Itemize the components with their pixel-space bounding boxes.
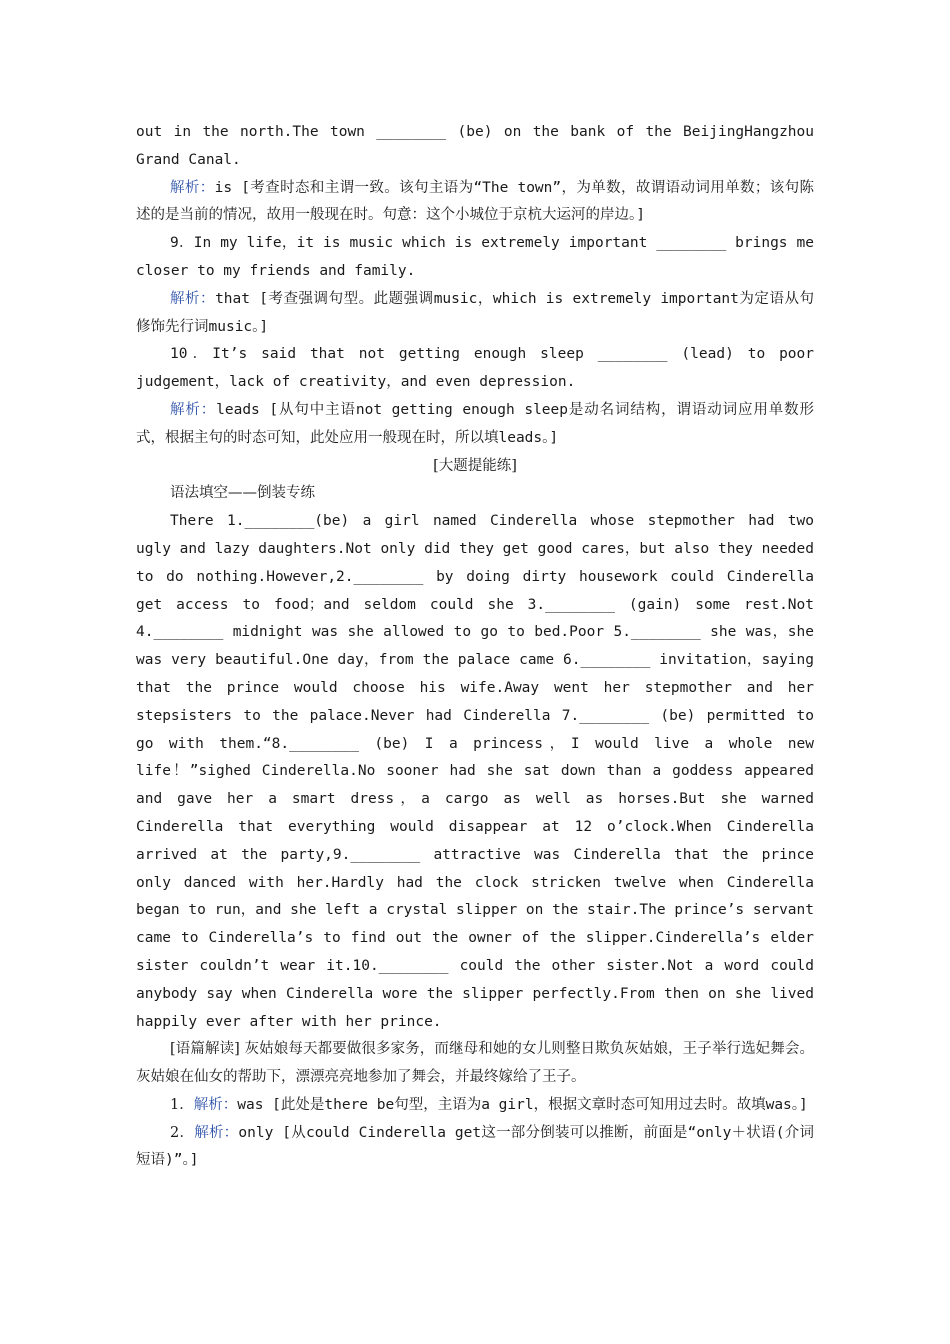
answer-label: 解析： [170, 401, 217, 418]
cloze-answer-1: 1．解析：was [此处是there be句型，主语为a girl，根据文章时态可知用过去时。故填was。] [170, 1096, 808, 1113]
exercise-9: 9．In my life，it is music which is extremely important ________ brings me closer to my friends and family. [136, 235, 814, 279]
cloze-passage: There 1.________(be) a girl named Cinderella whose stepmother had two ugly and lazy daughters.Not only did they get good cares，but also they needed to do nothing.However,2.________ by doing dirty housework could Cinderella get access to food；and seldom could she 3.________ (gain) some rest.Not 4.________ midnight was she allowed to go to bed.Poor 5.________ she was，she was very beautiful.One day，from the palace came 6.________ invitation，saying that the prince would choose his wife.Away went her stepmother and her stepsisters to the palace.Never had Cinderella 7.________ (be) permitted to go with them.“8.________ (be) I a princess，I would live a whole new life！”sighed Cinderella.No sooner had she sat down than a goddess appeared and gave her a smart dress，a cargo as well as horses.But she warned Cinderella that everything would disappear at 12 o’clock.When Cinderella arrived at the party,9.________ attractive was Cinderella that the prince only danced with her.Hardly had the clock stricken twelve when Cinderella began to run，and she left a crystal slipper on the stair.The prince’s servant came to Cinderella’s to find out the owner of the slipper.Cinderella’s elder sister couldn’t wear it.10.________ could the other sister.Not a word could anybody say when Cinderella wore the slipper perfectly.From then on she lived happily ever after with her prince. [136, 513, 814, 1030]
cloze-answer-2: 2．解析：only [从could Cinderella get这一部分倒装可以推断，前面是“only＋状语(介词短语)”。] [136, 1124, 814, 1169]
answer-8: 解析：is [考查时态和主谓一致。该句主语为“The town”，为单数，故谓语动词用单数；该句陈述的是当前的情况，故用一般现在时。句意：这个小城位于京杭大运河的岸边。] [136, 179, 815, 224]
exercise-10: 10．It’s said that not getting enough sleep ________ (lead) to poor judgement，lack of creativity，and even depression. [136, 346, 814, 391]
answer-label: 解析： [194, 1124, 239, 1141]
exercise-type-title: 语法填空——倒装专练 [170, 485, 315, 502]
answer-9: 解析：that [考查强调句型。此题强调music，which is extremely important为定语从句修饰先行词music。] [136, 290, 814, 335]
answer-label: 解析： [170, 290, 216, 307]
exercise-8-continued: out in the north.The town ________ (be) on the bank of the BeijingHangzhou Grand Canal. [136, 124, 814, 168]
passage-summary: [语篇解读] 灰姑娘每天都要做很多家务，而继母和她的女儿则整日欺负灰姑娘，王子举行选妃舞会。灰姑娘在仙女的帮助下，漂漂亮亮地参加了舞会，并最终嫁给了王子。 [136, 1041, 814, 1086]
document-body [136, 119, 814, 1175]
section-heading: [大题提能练] [433, 457, 517, 474]
answer-label: 解析： [170, 179, 215, 196]
answer-label: 解析： [193, 1096, 238, 1113]
answer-10: 解析：leads [从句中主语not getting enough sleep是动名词结构，谓语动词应用单数形式，根据主句的时态可知，此处应用一般现在时，所以填leads。] [136, 401, 814, 446]
